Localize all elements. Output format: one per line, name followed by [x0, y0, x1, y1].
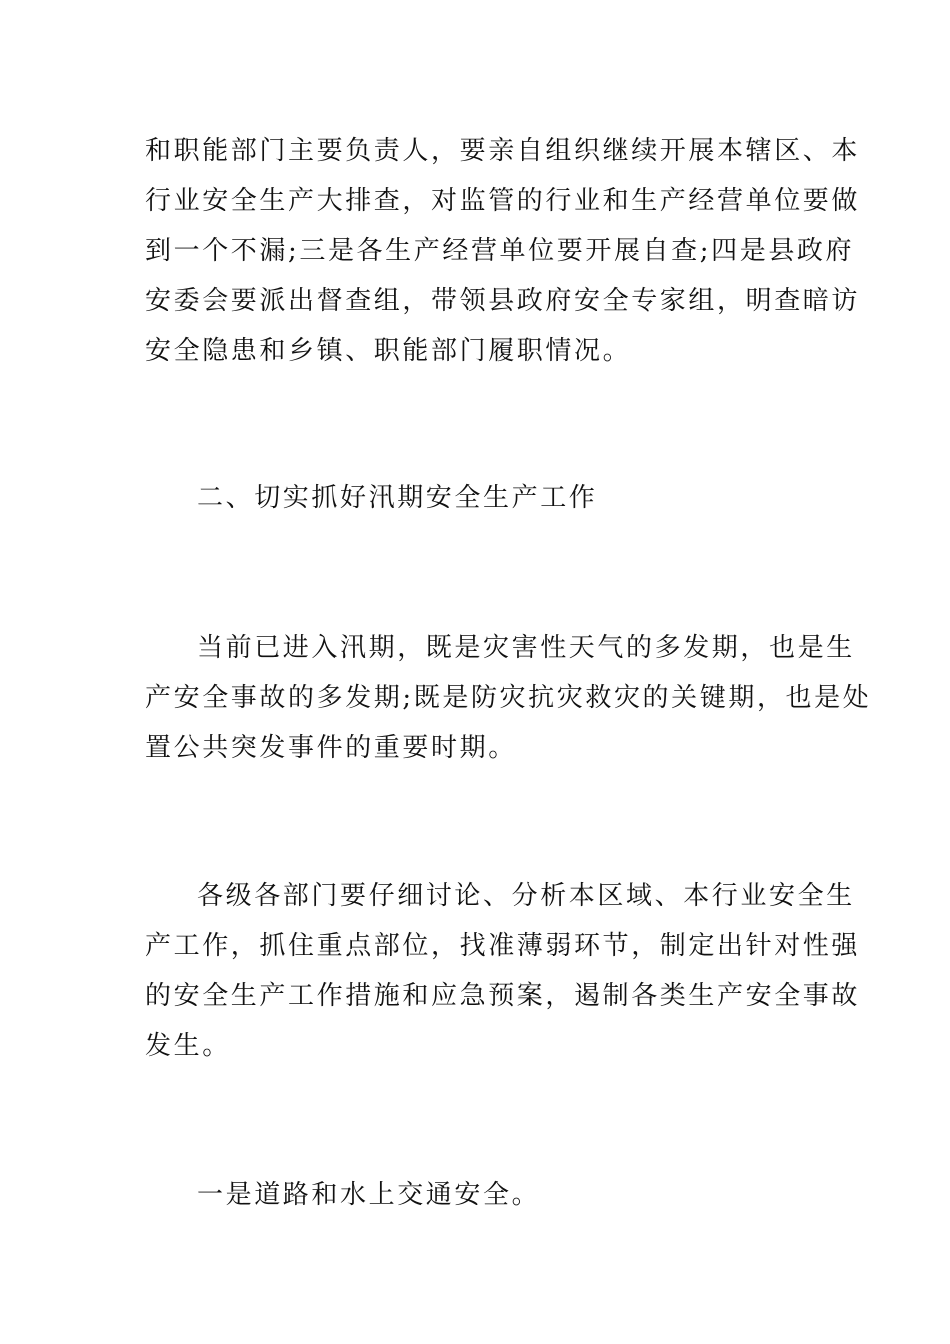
text-line: 当前已进入汛期，既是灾害性天气的多发期，也是生: [197, 633, 855, 663]
text-line: 到一个不漏;三是各生产经营单位要开展自查;四是县政府: [145, 236, 855, 266]
heading-line: 二、切实抓好汛期安全生产工作: [197, 483, 598, 513]
text-line: 发生。: [145, 1031, 231, 1061]
text-line: 的安全生产工作措施和应急预案，遏制各类生产安全事故: [145, 981, 861, 1011]
text-line: 行业安全生产大排查，对监管的行业和生产经营单位要做: [145, 186, 861, 216]
text-line: 产工作，抓住重点部位，找准薄弱环节，制定出针对性强: [145, 931, 861, 961]
text-line: 各级各部门要仔细讨论、分析本区域、本行业安全生: [197, 881, 855, 911]
text-line: 一是道路和水上交通安全。: [197, 1180, 541, 1210]
text-line: 安委会要派出督查组，带领县政府安全专家组，明查暗访: [145, 286, 861, 316]
text-line: 置公共突发事件的重要时期。: [145, 733, 517, 763]
text-line: 和职能部门主要负责人，要亲自组织继续开展本辖区、本: [145, 136, 861, 166]
text-line: 安全隐患和乡镇、职能部门履职情况。: [145, 336, 632, 366]
text-line: 产安全事故的多发期;既是防灾抗灾救灾的关键期，也是处: [145, 683, 872, 713]
